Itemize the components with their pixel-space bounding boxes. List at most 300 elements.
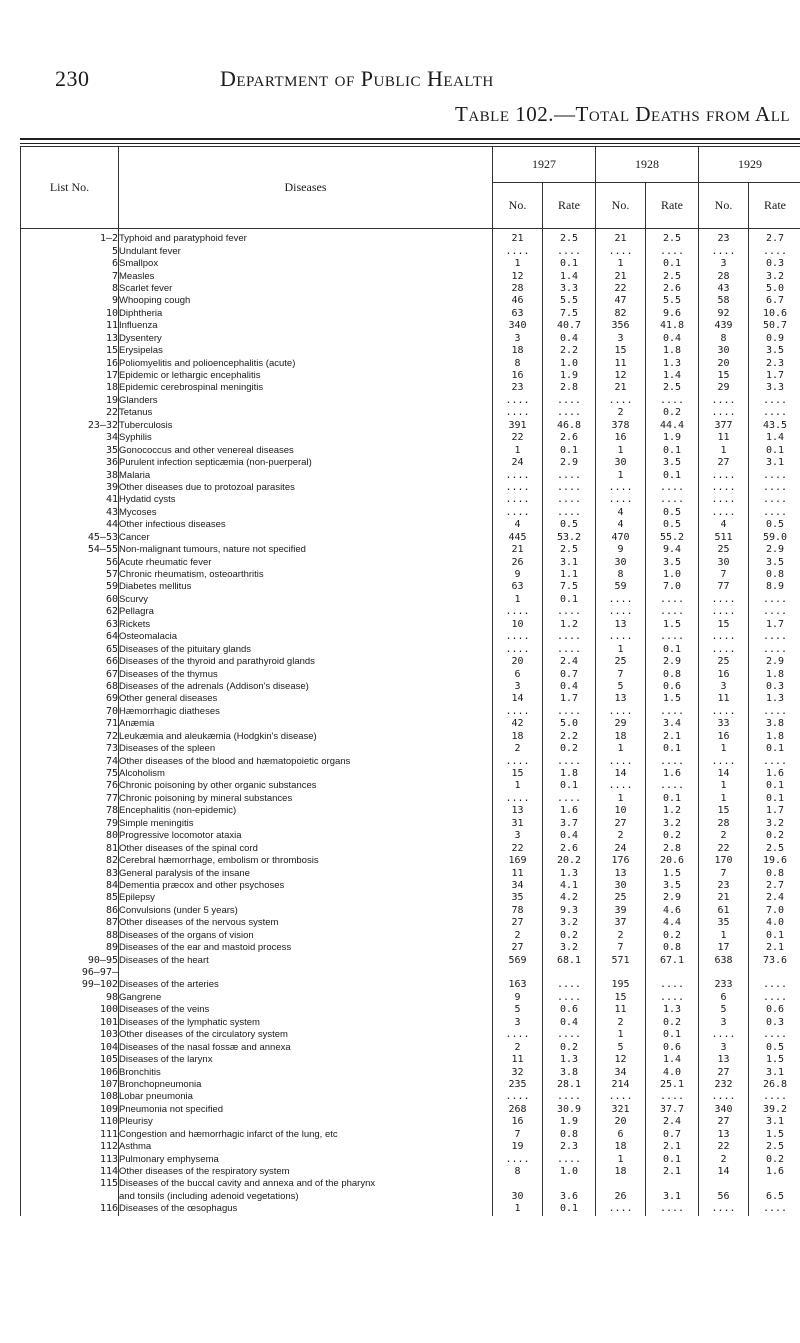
rate-1928-cell: 0.1: [646, 743, 699, 755]
deaths-1928-cell: 1: [596, 793, 646, 805]
deaths-1929-cell: 15: [699, 619, 749, 631]
header-no: No.: [596, 183, 646, 229]
deaths-1927-cell: ....: [493, 755, 543, 767]
rate-1928-cell: 0.8: [646, 668, 699, 680]
rate-1927-cell: 0.1: [543, 258, 596, 270]
table-row: [21, 681, 800, 693]
rate-1927-cell: 1.9: [543, 1116, 596, 1128]
deaths-1929-cell: 16: [699, 668, 749, 680]
deaths-1928-cell: 25: [596, 892, 646, 904]
rate-1928-cell: 0.5: [646, 507, 699, 519]
deaths-1929-cell: ....: [699, 494, 749, 506]
rate-1927-cell: ....: [543, 494, 596, 506]
rate-1929-cell: 3.1: [749, 457, 800, 469]
disease-cell: Other diseases of the spinal cord: [119, 842, 493, 854]
header-list-no: List No.: [21, 147, 119, 229]
disease-cell: Poliomyelitis and polioencephalitis (acute): [119, 357, 493, 369]
disease-cell: Other diseases of the nervous system: [119, 917, 493, 929]
table-row: [21, 1178, 800, 1190]
deaths-1928-cell: 8: [596, 569, 646, 581]
deaths-1927-cell: ....: [493, 1029, 543, 1041]
rate-1927-cell: 2.6: [543, 842, 596, 854]
disease-cell: Other diseases of the circulatory system: [119, 1029, 493, 1041]
deaths-1927-cell: 3: [493, 681, 543, 693]
rate-1928-cell: 0.4: [646, 333, 699, 345]
rate-1927-cell: 0.4: [543, 1017, 596, 1029]
rate-1929-cell: ....: [749, 407, 800, 419]
deaths-1928-cell: 47: [596, 295, 646, 307]
rate-1929-cell: 73.6: [749, 954, 800, 966]
rate-1929-cell: ....: [749, 1029, 800, 1041]
deaths-1928-cell: 176: [596, 855, 646, 867]
disease-cell: Diseases of the buccal cavity and annexa and of the pharynx: [119, 1178, 493, 1190]
deaths-1928-cell: 11: [596, 357, 646, 369]
list-no-cell: 56: [21, 556, 119, 568]
disease-cell: Influenza: [119, 320, 493, 332]
deaths-1928-cell: 2: [596, 830, 646, 842]
deaths-1928-cell: 22: [596, 283, 646, 295]
deaths-1927-cell: 34: [493, 880, 543, 892]
deaths-1927-cell: 16: [493, 1116, 543, 1128]
rate-1927-cell: 5.5: [543, 295, 596, 307]
rate-1927-cell: 2.3: [543, 1141, 596, 1153]
disease-cell: Encephalitis (non-epidemic): [119, 805, 493, 817]
rate-1928-cell: 0.1: [646, 469, 699, 481]
deaths-1929-cell: ....: [699, 395, 749, 407]
rate-1929-cell: 6.5: [749, 1191, 800, 1203]
disease-cell: Other infectious diseases: [119, 519, 493, 531]
disease-cell: Diseases of the larynx: [119, 1054, 493, 1066]
deaths-1928-cell: 24: [596, 842, 646, 854]
rate-1929-cell: 2.5: [749, 842, 800, 854]
deaths-1927-cell: ....: [493, 706, 543, 718]
rate-1929-cell: ....: [749, 631, 800, 643]
disease-cell: Diseases of the thymus: [119, 668, 493, 680]
rate-1929-cell: 1.6: [749, 768, 800, 780]
rate-1928-cell: 0.1: [646, 258, 699, 270]
deaths-1929-cell: 61: [699, 905, 749, 917]
rate-1929-cell: 10.6: [749, 308, 800, 320]
deaths-1927-cell: ....: [493, 1091, 543, 1103]
table-row: [21, 693, 800, 705]
rate-1927-cell: ....: [543, 482, 596, 494]
deaths-1928-cell: 1: [596, 743, 646, 755]
deaths-1927-cell: 27: [493, 942, 543, 954]
deaths-1927-cell: 46: [493, 295, 543, 307]
rate-1929-cell: 3.5: [749, 556, 800, 568]
deaths-1929-cell: ....: [699, 755, 749, 767]
deaths-1929-cell: 33: [699, 718, 749, 730]
rate-1927-cell: 0.1: [543, 594, 596, 606]
deaths-1928-cell: 1: [596, 643, 646, 655]
rate-1928-cell: 55.2: [646, 532, 699, 544]
rate-1928-cell: 3.4: [646, 718, 699, 730]
deaths-1928-cell: 11: [596, 1004, 646, 1016]
table-row: [21, 755, 800, 767]
rate-1929-cell: 2.3: [749, 357, 800, 369]
rate-1929-cell: 0.1: [749, 780, 800, 792]
disease-cell: Scarlet fever: [119, 283, 493, 295]
list-no-cell: 109: [21, 1104, 119, 1116]
rate-1927-cell: 46.8: [543, 420, 596, 432]
rate-1929-cell: 43.5: [749, 420, 800, 432]
rate-1928-cell: [646, 967, 699, 979]
list-no-cell: 107: [21, 1079, 119, 1091]
list-no-cell: 67: [21, 668, 119, 680]
deaths-1929-cell: 1: [699, 930, 749, 942]
rate-1927-cell: 1.7: [543, 693, 596, 705]
deaths-1927-cell: 569: [493, 954, 543, 966]
deaths-1927-cell: 2: [493, 930, 543, 942]
deaths-1927-cell: 63: [493, 581, 543, 593]
disease-cell: Bronchopneumonia: [119, 1079, 493, 1091]
deaths-1928-cell: 3: [596, 333, 646, 345]
rate-1929-cell: 50.7: [749, 320, 800, 332]
rate-1927-cell: 1.0: [543, 357, 596, 369]
deaths-1928-cell: ....: [596, 1203, 646, 1215]
table-row: [21, 1116, 800, 1128]
deaths-1927-cell: 22: [493, 432, 543, 444]
list-no-cell: 1–2: [21, 229, 119, 246]
deaths-1927-cell: 7: [493, 1129, 543, 1141]
rate-1927-cell: 0.1: [543, 444, 596, 456]
list-no-cell: 96–97–: [21, 967, 119, 979]
rate-1928-cell: 20.6: [646, 855, 699, 867]
list-no-cell: 99–102: [21, 979, 119, 991]
deaths-1929-cell: 13: [699, 1129, 749, 1141]
deaths-1929-cell: ....: [699, 482, 749, 494]
table-row: [21, 1054, 800, 1066]
list-no-cell: 78: [21, 805, 119, 817]
deaths-1928-cell: 13: [596, 867, 646, 879]
disease-cell: Non-malignant tumours, nature not specified: [119, 544, 493, 556]
table-row: [21, 793, 800, 805]
table-row: [21, 892, 800, 904]
rate-1928-cell: ....: [646, 780, 699, 792]
list-no-cell: 84: [21, 880, 119, 892]
table-row: [21, 229, 800, 246]
list-no-cell: 64: [21, 631, 119, 643]
disease-cell: Hæmorrhagic diatheses: [119, 706, 493, 718]
list-no-cell: 8: [21, 283, 119, 295]
deaths-1929-cell: ....: [699, 469, 749, 481]
list-no-cell: 41: [21, 494, 119, 506]
deaths-1927-cell: 1: [493, 444, 543, 456]
table-row: [21, 507, 800, 519]
list-no-cell: 106: [21, 1066, 119, 1078]
rate-1929-cell: 0.3: [749, 681, 800, 693]
deaths-1928-cell: ....: [596, 606, 646, 618]
deaths-1929-cell: 1: [699, 743, 749, 755]
disease-cell: Diseases of the ear and mastoid process: [119, 942, 493, 954]
rate-1929-cell: ....: [749, 1203, 800, 1215]
deaths-1927-cell: 30: [493, 1191, 543, 1203]
deaths-1927-cell: 27: [493, 917, 543, 929]
deaths-1928-cell: 13: [596, 619, 646, 631]
rate-1927-cell: ....: [543, 1153, 596, 1165]
deaths-1928-cell: 39: [596, 905, 646, 917]
rate-1929-cell: ....: [749, 494, 800, 506]
rate-1929-cell: 3.2: [749, 818, 800, 830]
list-no-cell: 110: [21, 1116, 119, 1128]
deaths-1927-cell: 2: [493, 743, 543, 755]
deaths-1928-cell: ....: [596, 395, 646, 407]
rate-1927-cell: 1.6: [543, 805, 596, 817]
rate-1928-cell: ....: [646, 979, 699, 991]
rate-1928-cell: 2.8: [646, 842, 699, 854]
deaths-1927-cell: 26: [493, 556, 543, 568]
list-no-cell: 43: [21, 507, 119, 519]
list-no-cell: 22: [21, 407, 119, 419]
rate-1927-cell: 0.1: [543, 780, 596, 792]
table-row: [21, 544, 800, 556]
deaths-1928-cell: 214: [596, 1079, 646, 1091]
rate-1927-cell: ....: [543, 1091, 596, 1103]
rate-1927-cell: 1.9: [543, 370, 596, 382]
rate-1928-cell: 3.5: [646, 880, 699, 892]
disease-cell: Pulmonary emphysema: [119, 1153, 493, 1165]
deaths-1929-cell: 22: [699, 1141, 749, 1153]
rate-1929-cell: 1.6: [749, 1166, 800, 1178]
deaths-1928-cell: 18: [596, 1141, 646, 1153]
disease-cell: Diphtheria: [119, 308, 493, 320]
deaths-1929-cell: 14: [699, 1166, 749, 1178]
rate-1927-cell: 0.4: [543, 333, 596, 345]
disease-cell: Cerebral hæmorrhage, embolism or thrombosis: [119, 855, 493, 867]
disease-cell: Mycoses: [119, 507, 493, 519]
table-row: [21, 532, 800, 544]
rate-1927-cell: 68.1: [543, 954, 596, 966]
disease-cell: Hydatid cysts: [119, 494, 493, 506]
rate-1927-cell: 3.8: [543, 1066, 596, 1078]
rate-1928-cell: 0.1: [646, 793, 699, 805]
rate-1929-cell: 6.7: [749, 295, 800, 307]
table-row: [21, 643, 800, 655]
rate-1929-cell: 2.9: [749, 544, 800, 556]
disease-cell: Diseases of the arteries: [119, 979, 493, 991]
disease-cell: Simple meningitis: [119, 818, 493, 830]
deaths-1929-cell: 15: [699, 370, 749, 382]
deaths-1928-cell: 18: [596, 1166, 646, 1178]
deaths-1927-cell: 18: [493, 345, 543, 357]
deaths-1929-cell: 4: [699, 519, 749, 531]
table-row: [21, 1004, 800, 1016]
rate-1927-cell: 3.2: [543, 917, 596, 929]
deaths-1928-cell: 59: [596, 581, 646, 593]
disease-cell: Pneumonia not specified: [119, 1104, 493, 1116]
table-row: [21, 606, 800, 618]
table-row: [21, 780, 800, 792]
deaths-1927-cell: 3: [493, 1017, 543, 1029]
rate-1929-cell: 0.1: [749, 793, 800, 805]
rate-1929-cell: 0.2: [749, 830, 800, 842]
rate-1927-cell: 2.5: [543, 229, 596, 246]
deaths-1929-cell: 2: [699, 830, 749, 842]
rate-1929-cell: ....: [749, 992, 800, 1004]
list-no-cell: 18: [21, 382, 119, 394]
table-row: [21, 420, 800, 432]
list-no-cell: 86: [21, 905, 119, 917]
deaths-1928-cell: 1: [596, 258, 646, 270]
list-no-cell: 10: [21, 308, 119, 320]
disease-cell: Smallpox: [119, 258, 493, 270]
rate-1929-cell: 0.1: [749, 743, 800, 755]
deaths-1928-cell: 30: [596, 556, 646, 568]
table-row: [21, 917, 800, 929]
table-row: [21, 1153, 800, 1165]
rate-1928-cell: [646, 1178, 699, 1190]
rate-1929-cell: ....: [749, 606, 800, 618]
deaths-1928-cell: 6: [596, 1129, 646, 1141]
list-no-cell: 77: [21, 793, 119, 805]
deaths-1929-cell: ....: [699, 1091, 749, 1103]
disease-cell: Other diseases of the blood and hæmatopoietic organs: [119, 755, 493, 767]
deaths-1928-cell: 1: [596, 444, 646, 456]
deaths-1928-cell: 34: [596, 1066, 646, 1078]
deaths-1928-cell: ....: [596, 594, 646, 606]
list-no-cell: 17: [21, 370, 119, 382]
rate-1927-cell: 1.0: [543, 1166, 596, 1178]
deaths-1928-cell: 470: [596, 532, 646, 544]
rate-1929-cell: 1.8: [749, 731, 800, 743]
rate-1927-cell: 0.4: [543, 830, 596, 842]
rate-1928-cell: 1.0: [646, 569, 699, 581]
table-row: [21, 805, 800, 817]
deaths-1929-cell: 28: [699, 818, 749, 830]
deaths-1929-cell: 21: [699, 892, 749, 904]
list-no-cell: 54–55: [21, 544, 119, 556]
deaths-1928-cell: 1: [596, 1029, 646, 1041]
disease-cell: Erysipelas: [119, 345, 493, 357]
disease-cell: Glanders: [119, 395, 493, 407]
header-rate: Rate: [749, 183, 800, 229]
disease-cell: [119, 967, 493, 979]
table-row: [21, 731, 800, 743]
list-no-cell: 115: [21, 1178, 119, 1190]
rate-1928-cell: ....: [646, 706, 699, 718]
deaths-1929-cell: 11: [699, 432, 749, 444]
rate-1929-cell: 0.6: [749, 1004, 800, 1016]
list-no-cell: [21, 1191, 119, 1203]
rate-1927-cell: 1.3: [543, 867, 596, 879]
table-row: [21, 494, 800, 506]
rate-1929-cell: 2.9: [749, 656, 800, 668]
rate-1927-cell: 2.2: [543, 731, 596, 743]
deaths-1929-cell: 8: [699, 333, 749, 345]
disease-cell: Diseases of the veins: [119, 1004, 493, 1016]
table-row: [21, 345, 800, 357]
deaths-1929-cell: 1: [699, 780, 749, 792]
deaths-1929-cell: 6: [699, 992, 749, 1004]
deaths-1927-cell: 3: [493, 830, 543, 842]
deaths-1928-cell: ....: [596, 494, 646, 506]
list-no-cell: 5: [21, 245, 119, 257]
rate-1929-cell: ....: [749, 469, 800, 481]
disease-cell: Other general diseases: [119, 693, 493, 705]
deaths-1929-cell: 23: [699, 229, 749, 246]
list-no-cell: 83: [21, 867, 119, 879]
deaths-1929-cell: ....: [699, 407, 749, 419]
rate-1929-cell: 3.8: [749, 718, 800, 730]
rate-1927-cell: 1.3: [543, 1054, 596, 1066]
table-row: [21, 444, 800, 456]
table-row: [21, 1029, 800, 1041]
deaths-1927-cell: 6: [493, 668, 543, 680]
rate-1928-cell: 0.8: [646, 942, 699, 954]
rate-1928-cell: 3.5: [646, 457, 699, 469]
disease-cell: Diseases of the adrenals (Addison's disease): [119, 681, 493, 693]
rate-1928-cell: ....: [646, 1091, 699, 1103]
rate-1928-cell: 41.8: [646, 320, 699, 332]
rate-1929-cell: 59.0: [749, 532, 800, 544]
table-row: [21, 818, 800, 830]
list-no-cell: 23–32: [21, 420, 119, 432]
deaths-1927-cell: 1: [493, 258, 543, 270]
deaths-1928-cell: 9: [596, 544, 646, 556]
rate-1929-cell: 1.8: [749, 668, 800, 680]
list-no-cell: 39: [21, 482, 119, 494]
rate-1928-cell: 1.3: [646, 357, 699, 369]
table-row: [21, 743, 800, 755]
rate-1928-cell: 4.0: [646, 1066, 699, 1078]
deaths-1929-cell: 30: [699, 556, 749, 568]
rate-1928-cell: ....: [646, 494, 699, 506]
deaths-1929-cell: 58: [699, 295, 749, 307]
rate-1929-cell: 7.0: [749, 905, 800, 917]
table-row: [21, 270, 800, 282]
disease-cell: Epidemic cerebrospinal meningitis: [119, 382, 493, 394]
disease-cell: Diseases of the heart: [119, 954, 493, 966]
table-row: [21, 1104, 800, 1116]
rate-1927-cell: 3.7: [543, 818, 596, 830]
table-row: [21, 942, 800, 954]
rate-1927-cell: 40.7: [543, 320, 596, 332]
disease-cell: Chronic poisoning by mineral substances: [119, 793, 493, 805]
disease-cell: Gangrene: [119, 992, 493, 1004]
deaths-1927-cell: 9: [493, 569, 543, 581]
table-row: [21, 954, 800, 966]
rate-1928-cell: 7.0: [646, 581, 699, 593]
rate-1928-cell: 0.6: [646, 1041, 699, 1053]
rate-1928-cell: 3.5: [646, 556, 699, 568]
rate-1927-cell: 0.2: [543, 1041, 596, 1053]
table-row: [21, 395, 800, 407]
deaths-1929-cell: ....: [699, 643, 749, 655]
rate-1927-cell: 2.8: [543, 382, 596, 394]
deaths-1927-cell: ....: [493, 469, 543, 481]
deaths-1929-cell: [699, 1178, 749, 1190]
rate-1929-cell: ....: [749, 507, 800, 519]
rate-1929-cell: 3.1: [749, 1066, 800, 1078]
disease-cell: Lobar pneumonia: [119, 1091, 493, 1103]
disease-cell: Diabetes mellitus: [119, 581, 493, 593]
header-rate: Rate: [646, 183, 699, 229]
rate-1928-cell: 0.2: [646, 930, 699, 942]
disease-cell: Progressive locomotor ataxia: [119, 830, 493, 842]
rate-1927-cell: 3.2: [543, 942, 596, 954]
rate-1928-cell: 0.7: [646, 1129, 699, 1141]
rate-1928-cell: 1.4: [646, 370, 699, 382]
deaths-1927-cell: 268: [493, 1104, 543, 1116]
deaths-1929-cell: 17: [699, 942, 749, 954]
table-row: [21, 880, 800, 892]
rate-1927-cell: 7.5: [543, 581, 596, 593]
deaths-1929-cell: 25: [699, 656, 749, 668]
list-no-cell: 111: [21, 1129, 119, 1141]
deaths-1929-cell: 2: [699, 1153, 749, 1165]
list-no-cell: 34: [21, 432, 119, 444]
table-row: [21, 1166, 800, 1178]
